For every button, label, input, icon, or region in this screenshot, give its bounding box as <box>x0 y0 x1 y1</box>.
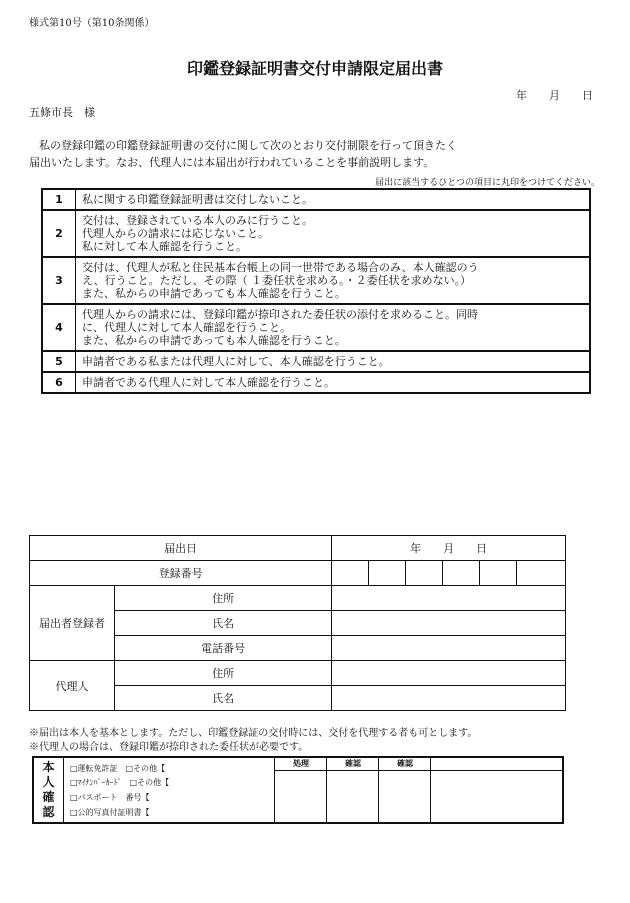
stamp-cell: 確認 <box>326 758 379 822</box>
option-text: 交付は、登録されている本人のみに行うこと。 代理人からの請求には応じないこと。 私に対して本人確認を行うこと。 <box>76 210 591 257</box>
option-text: 私に関する印鑑登録証明書は交付しないこと。 <box>76 189 591 210</box>
agent-address-label: 住所 <box>115 661 332 686</box>
agent-address[interactable] <box>332 661 566 686</box>
agent-name-label: 氏名 <box>115 686 332 711</box>
stamp-cell <box>430 758 563 822</box>
agent-label: 代理人 <box>30 661 115 711</box>
option-row[interactable] <box>42 351 590 372</box>
reg-label: 登録番号 <box>30 561 332 586</box>
addressee: 五條市長 様 <box>29 106 95 119</box>
footnotes: ※届出は本人を基本とします。ただし、印鑑登録証の交付時には、交付を代理する者も可とします。 ※代理人の場合は、登録印鑑が捺印された委任状が必要です。 <box>29 728 478 753</box>
date-line: 年 月 日 <box>516 89 593 102</box>
name-label: 氏名 <box>115 611 332 636</box>
id-check-box <box>32 756 564 824</box>
option-text: 申請者である代理人に対して本人確認を行うこと。 <box>76 372 591 393</box>
stamp-cell: 確認 <box>378 758 431 822</box>
id-option[interactable]: □ﾏｲﾅﾝﾊﾞｰｶｰﾄﾞ □その他【 <box>70 778 170 787</box>
option-row[interactable] <box>42 210 590 257</box>
id-option[interactable]: □運転免許証 □その他【 <box>70 764 166 773</box>
instruction-note: 届出に該当するひとつの項目に丸印をつけてください。 <box>375 178 600 188</box>
page-title: 印鑑登録証明書交付申請限定届出書 <box>186 59 443 78</box>
option-row[interactable] <box>42 372 590 393</box>
agent-name[interactable] <box>332 686 566 711</box>
option-row[interactable] <box>42 304 590 351</box>
option-row[interactable] <box>42 257 590 304</box>
option-text: 申請者である私または代理人に対して、本人確認を行うこと。 <box>76 351 591 372</box>
option-number: 1 <box>42 189 76 210</box>
stamp-cell: 処理 <box>274 758 327 822</box>
option-number: 4 <box>42 304 76 351</box>
applicant-address[interactable] <box>332 586 566 611</box>
id-check-label: 本 人 確 認 <box>34 758 64 822</box>
applicant-form <box>29 535 566 711</box>
option-text: 代理人からの請求には、登録印鑑が捺印された委任状の添付を求めること。同時 に、代理人に対して本人確認を行うこと。 また、私からの申請であっても本人確認を行うこと。 <box>76 304 591 351</box>
intro-text: 私の登録印鑑の印鑑登録証明書の交付に関して次のとおり交付制限を行って頂きたく 届出いたします。なお、代理人には本届出が行われていることを事前説明します。 <box>29 139 457 169</box>
options-table <box>41 188 591 394</box>
option-number: 3 <box>42 257 76 304</box>
option-number: 2 <box>42 210 76 257</box>
address-label: 住所 <box>115 586 332 611</box>
applicant-name[interactable] <box>332 611 566 636</box>
date-field[interactable]: 年 月 日 <box>332 536 566 561</box>
option-text: 交付は、代理人が私と住民基本台帳上の同一世帯である場合のみ、本人確認のう え、行うこと。ただし、その際（ １委任状を求める。・２委任状を求めない。） また、私からの申請であっても本人確認を行うこと。 <box>76 257 591 304</box>
option-number: 6 <box>42 372 76 393</box>
option-number: 5 <box>42 351 76 372</box>
applicant-label: 届出者登録者 <box>30 586 115 661</box>
option-row[interactable] <box>42 189 590 210</box>
form-number: 様式第10号（第10条関係） <box>29 18 155 29</box>
phone-label: 電話番号 <box>115 636 332 661</box>
date-label: 届出日 <box>30 536 332 561</box>
id-option[interactable]: □パスポート 番号【 <box>70 793 150 802</box>
applicant-phone[interactable] <box>332 636 566 661</box>
id-option[interactable]: □公的写真付証明書【 <box>70 808 150 817</box>
